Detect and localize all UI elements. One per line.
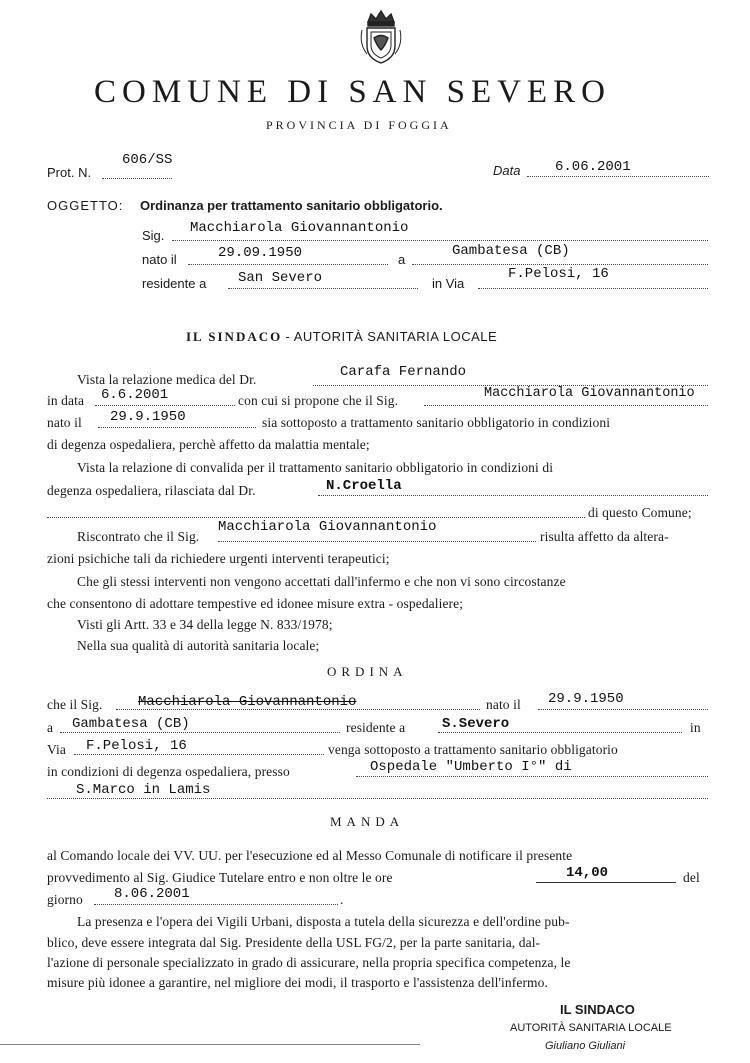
heading-bold: IL SINDACO (186, 329, 283, 344)
coat-of-arms-icon (358, 8, 404, 66)
body-line: Vista la relazione medica del Dr. (77, 372, 257, 387)
p1-name: Macchiarola Giovannantonio (484, 386, 695, 401)
ordina-residence: S.Severo (442, 716, 510, 732)
ordina-via: F.Pelosi, 16 (86, 738, 187, 754)
body-line: che consentono di adottare tempestive ed idonee misure extra - ospedaliere; (47, 596, 464, 611)
body-line: con cui si propone che il Sig. (238, 393, 399, 408)
body-line: . (340, 892, 344, 907)
manda-date: 8.06.2001 (114, 886, 190, 902)
residente-value: San Severo (238, 270, 323, 286)
body-line: Visti gli Artt. 33 e 34 della legge N. 833/1978; (77, 617, 333, 632)
body-line: del (683, 870, 700, 885)
nato-label: nato il (142, 252, 177, 267)
data-label: Data (493, 163, 521, 178)
ordina-hospital-city: S.Marco in Lamis (76, 782, 211, 798)
body-line: in (690, 720, 701, 735)
sig-value: Macchiarola Giovannantonio (190, 220, 409, 236)
body-line: Che gli stessi interventi non vengono accettati dall'infermo e che non vi sono circostanze (77, 574, 566, 589)
body-line: provvedimento al Sig. Giudice Tutelare entro e non oltre le ore (47, 870, 393, 885)
nato-value: 29.09.1950 (218, 245, 303, 261)
ordina-name: Macchiarola Giovannantonio (138, 694, 357, 710)
a-label: a (398, 252, 406, 267)
body-line: misure più idonee a garantire, nel migliore dei modi, il trasporto e l'assistenza dell'infermo. (47, 975, 548, 990)
body-line: nato il (47, 415, 82, 430)
body-line: in condizioni di degenza ospedaliera, presso (47, 764, 290, 779)
body-line: Vista la relazione di convalida per il trattamento sanitario obbligatorio in condizioni di (77, 460, 554, 475)
a-value: Gambatesa (CB) (452, 243, 570, 259)
oggetto-text: Ordinanza per trattamento sanitario obbligatorio. (140, 198, 443, 213)
signature-title: IL SINDACO (560, 1002, 635, 1017)
prot-label: Prot. N. (47, 165, 92, 180)
doctor2-value: N.Croella (326, 478, 402, 494)
body-line: blico, deve essere integrata dal Sig. Presidente della USL FG/2, per la parte sanitaria, dal- (47, 935, 541, 950)
body-line: Via (47, 742, 66, 757)
document-subtitle: PROVINCIA DI FOGGIA (266, 118, 452, 132)
section-heading-ordina: ORDINA (327, 664, 408, 679)
body-line: di degenza ospedaliera, perchè affetto da malattia mentale; (47, 437, 370, 452)
body-line: in data (47, 393, 85, 408)
body-line: sia sottoposto a trattamento sanitario obbligatorio in condizioni (262, 415, 611, 430)
body-line: l'azione di personale specializzato in grado di assicurare, nella propria specifica competenza, le (47, 955, 571, 970)
body-line: venga sottoposto a trattamento sanitario obbligatorio (328, 742, 618, 757)
p1-birth: 29.9.1950 (110, 409, 186, 425)
residente-label: residente a (142, 276, 207, 291)
body-line: risulta affetto da altera- (540, 529, 669, 544)
ordina-place: Gambatesa (CB) (72, 716, 190, 732)
body-line: giorno (47, 892, 83, 907)
body-line: La presenza e l'opera dei Vigili Urbani, disposta a tutela della sicurezza e dell'ordine pub- (77, 914, 570, 929)
body-line: Nella sua qualità di autorità sanitaria locale; (77, 638, 320, 653)
body-line: di questo Comune; (588, 505, 692, 520)
sig-label: Sig. (142, 228, 165, 243)
section-heading-sindaco (186, 329, 497, 345)
heading-rest: - AUTORITÀ SANITARIA LOCALE (285, 329, 498, 344)
ordina-hospital: Ospedale "Umberto I°" di (370, 759, 572, 775)
data-value: 6.06.2001 (555, 159, 631, 175)
body-line: degenza ospedaliera, rilasciata dal Dr. (47, 483, 256, 498)
body-line: Riscontrato che il Sig. (77, 529, 200, 544)
section-heading-manda: MANDA (330, 814, 405, 829)
document-title: COMUNE DI SAN SEVERO (94, 74, 611, 110)
body-line: zioni psichiche tali da richiedere urgenti interventi terapeutici; (47, 551, 390, 566)
ordina-birth: 29.9.1950 (548, 691, 624, 707)
doctor1-value: Carafa Fernando (340, 364, 467, 380)
manda-time: 14,00 (566, 865, 609, 881)
body-line: a (47, 720, 54, 735)
via-value: F.Pelosi, 16 (508, 266, 609, 282)
body-line: che il Sig. (47, 697, 103, 712)
signature-name: Giuliano Giuliani (545, 1040, 626, 1052)
body-line: nato il (486, 697, 521, 712)
signature-subtitle: AUTORITÀ SANITARIA LOCALE (510, 1022, 672, 1034)
prot-value: 606/SS (122, 152, 173, 168)
body-line: al Comando locale dei VV. UU. per l'esecuzione ed al Messo Comunale di notificare il presente (47, 848, 573, 863)
via-label: in Via (432, 276, 465, 291)
p3-name: Macchiarola Giovannantonio (218, 519, 437, 535)
oggetto-label: OGGETTO: (47, 198, 124, 213)
p1-date: 6.6.2001 (101, 387, 169, 403)
body-line: residente a (346, 720, 406, 735)
